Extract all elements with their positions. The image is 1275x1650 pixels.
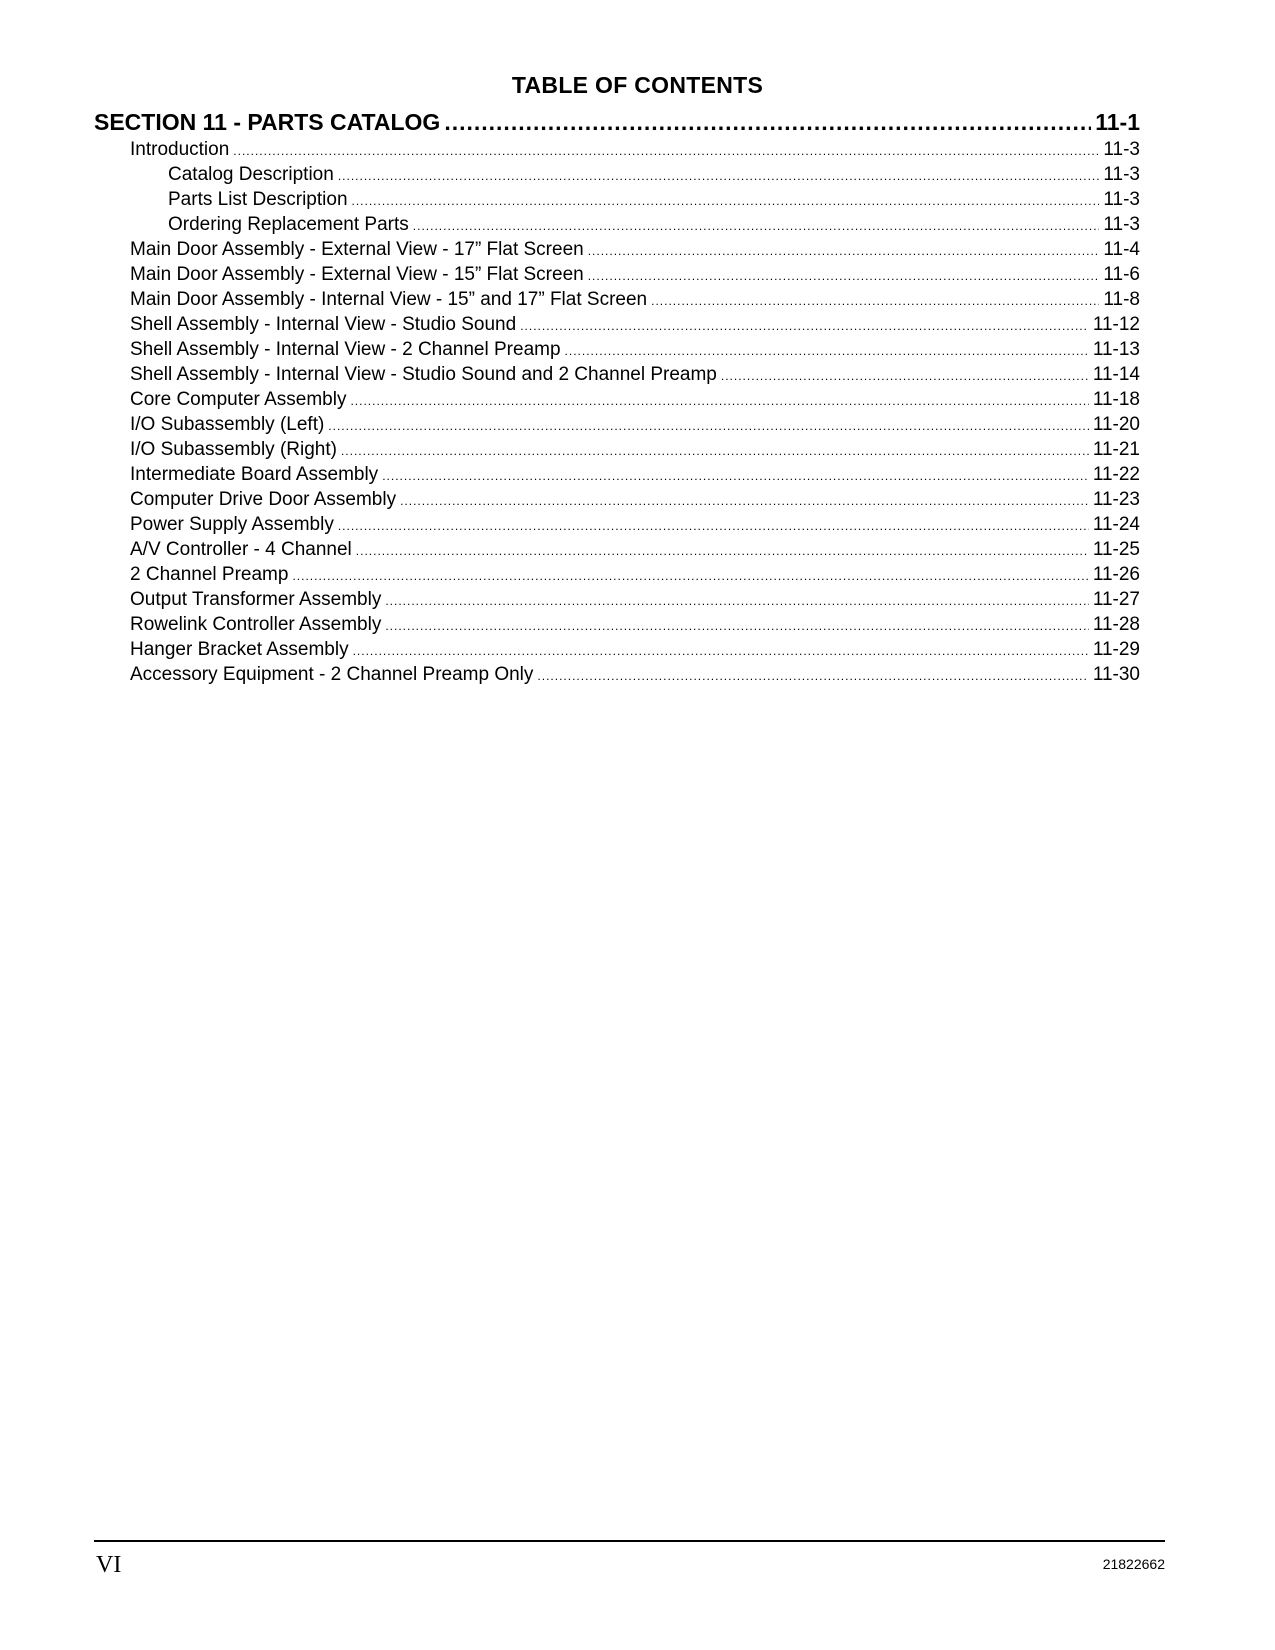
toc-dot-leader — [338, 519, 1089, 533]
toc-dot-leader — [444, 109, 1091, 136]
toc-entry-page: 11-23 — [1092, 489, 1140, 510]
toc-entry[interactable] — [130, 464, 1140, 489]
toc-entry-page: 11-30 — [1092, 664, 1140, 685]
toc-entry-label: Intermediate Board Assembly — [130, 464, 379, 485]
toc-entry-page: 11-18 — [1092, 389, 1140, 410]
toc-entry[interactable] — [130, 439, 1140, 464]
toc-section-page: 11-1 — [1095, 109, 1140, 135]
toc-entry-label: I/O Subassembly (Left) — [130, 414, 325, 435]
toc-entry-label: Catalog Description — [168, 164, 334, 185]
toc-entry-label: Power Supply Assembly — [130, 514, 334, 535]
toc-entry-page: 11-3 — [1103, 189, 1140, 210]
toc-entry[interactable] — [130, 414, 1140, 439]
toc-entry-page: 11-3 — [1103, 214, 1140, 235]
toc-entry[interactable] — [130, 239, 1140, 264]
toc-section-label: SECTION 11 - PARTS CATALOG — [94, 109, 441, 135]
toc-entry[interactable] — [130, 139, 1140, 164]
toc-entry[interactable] — [130, 214, 1140, 239]
page-title: TABLE OF CONTENTS — [511, 72, 764, 98]
toc-entry-page: 11-14 — [1092, 364, 1140, 385]
toc-entry[interactable] — [130, 639, 1140, 664]
toc-dot-leader — [721, 369, 1089, 383]
toc-entry[interactable] — [130, 489, 1140, 514]
footer-doc-number: 21822662 — [1102, 1556, 1165, 1572]
toc-entry-label: Main Door Assembly - External View - 15” Flat Screen — [130, 264, 584, 285]
toc-entry-page: 11-28 — [1092, 614, 1140, 635]
toc-entry-label: Accessory Equipment - 2 Channel Preamp Only — [130, 664, 534, 685]
toc-dot-leader — [338, 169, 1100, 183]
toc-entry[interactable] — [130, 564, 1140, 589]
toc-entry[interactable] — [130, 314, 1140, 339]
toc-entry[interactable] — [130, 514, 1140, 539]
toc-dot-leader — [356, 544, 1089, 558]
toc-dot-leader — [341, 444, 1089, 458]
toc-entry-page: 11-27 — [1092, 589, 1140, 610]
toc-entry[interactable] — [130, 389, 1140, 414]
toc-entry[interactable] — [130, 614, 1140, 639]
toc-entry-page: 11-12 — [1092, 314, 1140, 335]
toc-entry-list — [130, 139, 1140, 689]
toc-dot-leader — [537, 669, 1088, 683]
toc-entry-label: Ordering Replacement Parts — [168, 214, 409, 235]
toc-entry[interactable] — [130, 189, 1140, 214]
toc-entry-label: Shell Assembly - Internal View - 2 Channel Preamp — [130, 339, 561, 360]
toc-dot-leader — [292, 569, 1088, 583]
toc-entry[interactable] — [130, 264, 1140, 289]
toc-entry-page: 11-3 — [1103, 164, 1140, 185]
toc-entry-page: 11-4 — [1103, 239, 1140, 260]
toc-entry-label: Shell Assembly - Internal View - Studio Sound and 2 Channel Preamp — [130, 364, 717, 385]
toc-entry-page: 11-6 — [1103, 264, 1140, 285]
toc-dot-leader — [328, 419, 1089, 433]
toc-dot-leader — [588, 244, 1100, 258]
toc-entry-page: 11-26 — [1092, 564, 1140, 585]
toc-entry-page: 11-21 — [1092, 439, 1140, 460]
toc-dot-leader — [413, 219, 1100, 233]
toc-entry[interactable] — [130, 364, 1140, 389]
toc-entry[interactable] — [130, 589, 1140, 614]
toc-entry-label: Shell Assembly - Internal View - Studio Sound — [130, 314, 517, 335]
toc-entry[interactable] — [130, 539, 1140, 564]
toc-dot-leader — [385, 594, 1088, 608]
toc-entry-page: 11-29 — [1092, 639, 1140, 660]
toc-entry-label: Output Transformer Assembly — [130, 589, 382, 610]
toc-entry[interactable] — [130, 339, 1140, 364]
toc-entry-page: 11-24 — [1092, 514, 1140, 535]
toc-entry-page: 11-13 — [1092, 339, 1140, 360]
toc-entry-label: Hanger Bracket Assembly — [130, 639, 349, 660]
toc-dot-leader — [385, 619, 1088, 633]
toc-dot-leader — [352, 194, 1100, 208]
toc-entry-page: 11-8 — [1103, 289, 1140, 310]
toc-entry-page: 11-25 — [1092, 539, 1140, 560]
toc-entry-page: 11-22 — [1092, 464, 1140, 485]
toc-entry-label: Computer Drive Door Assembly — [130, 489, 397, 510]
toc-dot-leader — [520, 319, 1089, 333]
toc-dot-leader — [382, 469, 1089, 483]
toc-entry-label: Core Computer Assembly — [130, 389, 347, 410]
toc-dot-leader — [233, 144, 1099, 158]
toc-dot-leader — [400, 494, 1089, 508]
toc-entry-label: Main Door Assembly - External View - 17” Flat Screen — [130, 239, 584, 260]
toc-entry-label: Introduction — [130, 139, 230, 160]
toc-dot-leader — [565, 344, 1089, 358]
toc-entry-label: 2 Channel Preamp — [130, 564, 289, 585]
toc-entry[interactable] — [130, 664, 1140, 689]
toc-entry-page: 11-3 — [1103, 139, 1140, 160]
toc-entry-label: Main Door Assembly - Internal View - 15” and 17” Flat Screen — [130, 289, 648, 310]
toc-dot-leader — [350, 394, 1088, 408]
toc-section-row[interactable] — [94, 109, 1140, 136]
toc-entry-label: Rowelink Controller Assembly — [130, 614, 382, 635]
toc-dot-leader — [353, 644, 1089, 658]
toc-entry-label: I/O Subassembly (Right) — [130, 439, 337, 460]
toc-entry-label: A/V Controller - 4 Channel — [130, 539, 352, 560]
toc-dot-leader — [651, 294, 1099, 308]
toc-dot-leader — [588, 269, 1100, 283]
toc-entry[interactable] — [130, 289, 1140, 314]
footer-divider — [94, 1540, 1165, 1542]
footer-page-number: VI — [96, 1552, 122, 1578]
toc-entry[interactable] — [130, 164, 1140, 189]
toc-entry-label: Parts List Description — [168, 189, 348, 210]
toc-entry-page: 11-20 — [1092, 414, 1140, 435]
